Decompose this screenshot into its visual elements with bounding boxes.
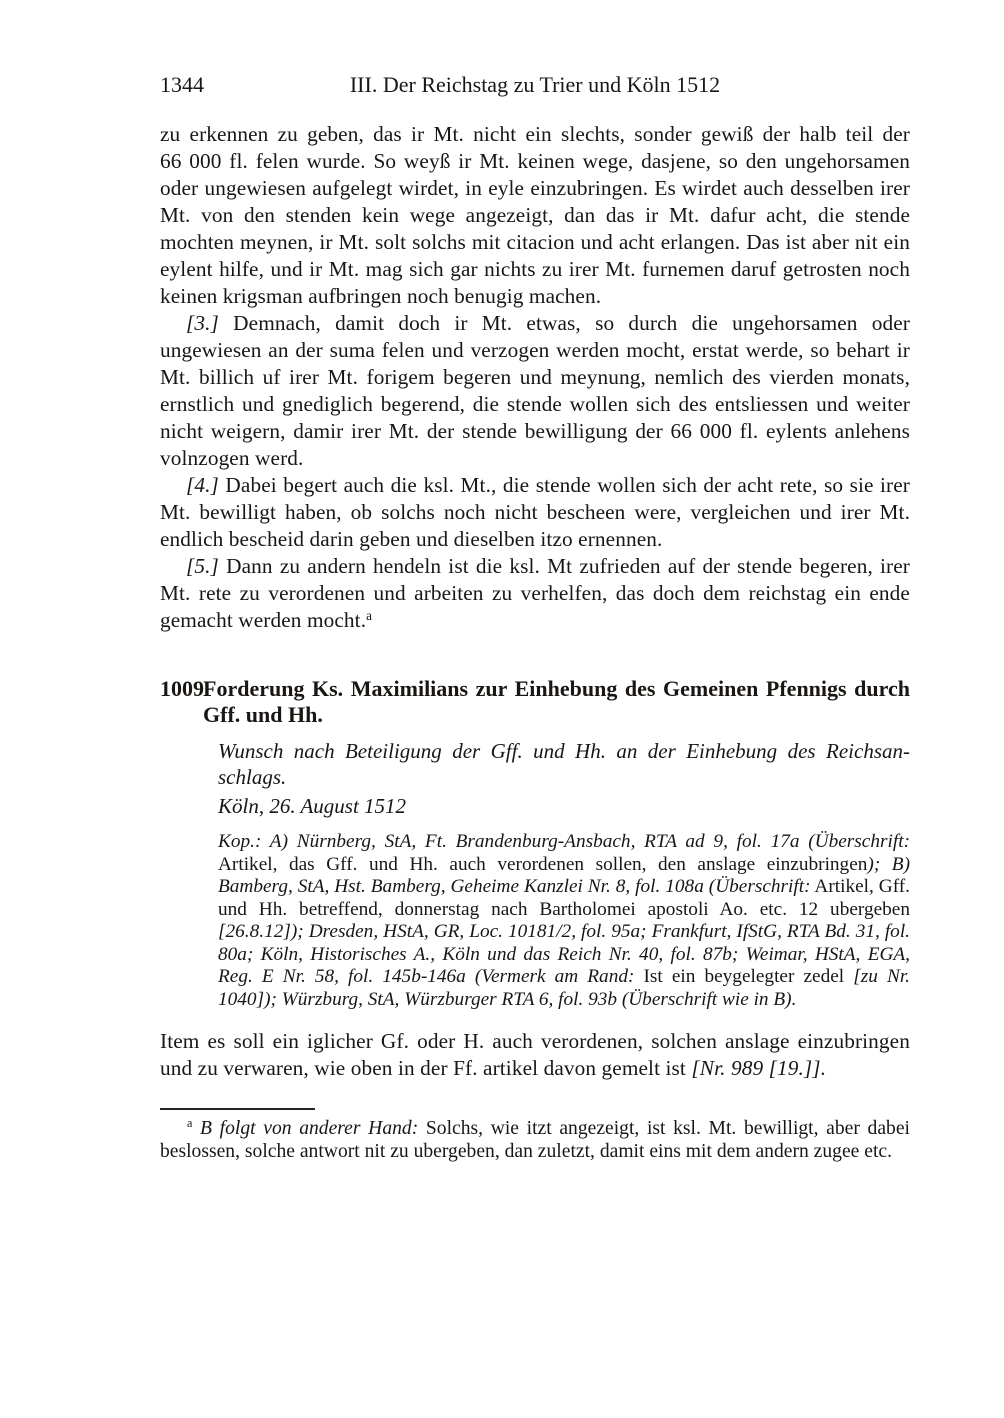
page-number: 1344: [160, 72, 204, 97]
body-paragraph-3: [3.] Demnach, damit doch ir Mt. etwas, so durch die ungehorsamen oder ungewiesen an der suma felen und verzogen werden mocht, erstat werde, so behart ir Mt. billich uf irer Mt. forigem begeren und meynung, nemlich des vierden monats, ernstlich und gnediglich begerend, die stende wollen sich des entsliessen und weiter nicht weigern, damir irer Mt. der stende bewilligung der 66 000 fl. eylents anlehens volnzogen werd.: [160, 311, 910, 470]
footnote-a: $^a$ B folgt von anderer Hand: Solchs, wie itzt angezeigt, ist ksl. Mt. bewilligt, aber dabei beslossen, solche antwort nit zu ubergeben, dan zuletzt, damit eins mit dem andern zugee etc.: [160, 1116, 910, 1162]
main-text: [160, 121, 910, 1082]
text-column: [160, 0, 910, 1163]
entry-1009: [160, 676, 910, 1011]
entry-number: 1009: [160, 676, 204, 701]
entry-dateline: Köln, 26. August 1512: [218, 794, 407, 818]
entry-summary: Wunsch nach Beteiligung der Gff. und Hh. an der Einhebung des Reichsanschlags.: [218, 739, 910, 789]
source-note: Kop.: A) Nürnberg, StA, Ft. Brandenburg-Ansbach, RTA ad 9, fol. 17a (Überschrift: Artikel, das Gff. und Hh. auch verordenen sollen, den anslage einzubringen); B) Bamberg, StA, Hst. Bamberg, Geheime Kanzlei Nr. 8, fol. 108a (Überschrift: Artikel, Gff. und Hh. betreffend, donnerstag nach Bartholomei apostoli Ao. etc. 12 ubergeben [26.8.12]); Dresden, HStA, GR, Loc. 10181/2, fol. 95a; Frankfurt, IfStG, RTA Bd. 31, fol. 80a; Köln, Historisches A., Köln und das Reich Nr. 40, fol. 87b; Weimar, HStA, EGA, Reg. E Nr. 58, fol. 145b-146a (Vermerk am Rand: Ist ein beygelegter zedel [zu Nr. 1040]); Würzburg, StA, Würzburger RTA 6, fol. 93b (Überschrift wie in B).: [218, 831, 911, 1010]
body-paragraph-5: [5.] Dann zu andern hendeln ist die ksl. Mt zufrieden auf der stende begeren, irer Mt. rete zu verordenen und arbeiten zu verhelfen, das doch dem reichstag ein ende gemacht werden mocht.$^a$: [160, 554, 910, 632]
footnote-separator-rule: [160, 1108, 315, 1110]
body-paragraph-4: [4.] Dabei begert auch die ksl. Mt., die stende wollen sich der acht rete, so sie irer Mt. bewilligt haben, ob solchs noch nicht bescheen were, vergleichen und irer Mt. endlich bescheid darin geben und dieselben itzo ernennen.: [160, 473, 910, 551]
page-header: [160, 0, 910, 98]
entry-title: Forderung Ks. Maximilians zur Einhebung des Gemeinen Pfennigs durch Gff. und Hh.: [203, 676, 910, 727]
entry-text-paragraph: Item es soll ein iglicher Gf. oder H. auch verordenen, solchen anslage einzubringen und zu verwaren, wie oben in der Ff. artikel davon gemelt ist [Nr. 989 [19.]].: [160, 1029, 910, 1080]
footnote-area: [160, 1108, 910, 1163]
running-title: III. Der Reichstag zu Trier und Köln 1512: [349, 72, 721, 97]
entry-heading: [160, 676, 910, 728]
body-paragraph-continuation: zu erkennen zu geben, das ir Mt. nicht ein slechts, sonder gewiß der halb teil der 66 000 fl. felen wurde. So weyß ir Mt. keinen wege, dasjene, so den ungehorsamen oder ungewiesen aufgelegt wirdet, in eyle einzubringen. Es wirdet auch desselben irer Mt. von den stenden kein wege angezeigt, dan das ir Mt. dafur acht, die stende mochten meynen, ir Mt. solt solchs mit citacion und acht erlangen. Das ist aber nit ein eylent hilfe, und ir Mt. mag sich gar nichts zu irer Mt. furnemen daruf getrosten noch keinen krigsman aufbringen noch benugig machen.: [160, 122, 910, 308]
